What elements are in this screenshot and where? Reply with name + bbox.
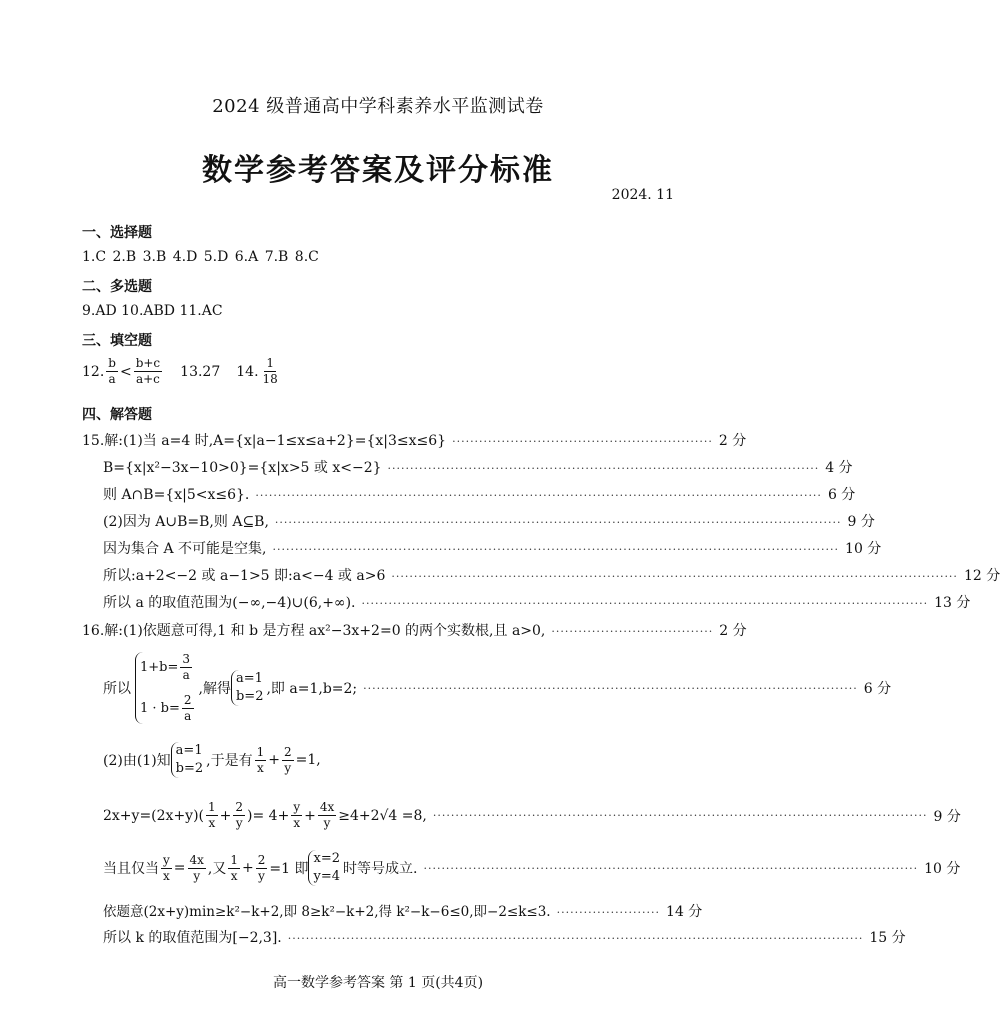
section-multi: 二、多选题 — [82, 279, 152, 295]
q16-system-3: a=1 b=2 — [171, 742, 204, 778]
q16-line-3: (2)由(1)知 a=1 b=2 ,于是有 $\frac{1}{x}$ + $\frac{2}{y}$ =1, — [103, 743, 321, 776]
q16-line-2: 所以 1+b= $\frac{3}{a}$ 1 · b= $\frac{2}{a}$ ,解得 a=1 b=2 ,即 a=1,b=2; ·············································································································· 6 分 — [103, 652, 892, 723]
q16-line-1: 16.解:(1)依题意可得,1 和 b 是方程 ax²−3x+2=0 的两个实数根,且 a>0, ···································· 2 分 — [82, 623, 747, 639]
q14-label: 14. — [236, 363, 259, 380]
q15-line-2: B={x|x²−3x−10>0}={x|x>5 或 x<−2} ································································································ 4 分 — [103, 460, 853, 476]
q14-fraction: $\frac{1}{18}$ — [262, 356, 278, 386]
choice-answers: 1.C 2.B 3.B 4.D 5.D 6.A 7.B 8.C — [82, 249, 319, 265]
page-footer: 高一数学参考答案 第 1 页(共4页) — [272, 975, 484, 991]
q12-fraction-2: $\frac{b+c}{a+c}$ — [135, 356, 161, 386]
q12-fraction-1: $\frac{b}{a}$ — [108, 356, 116, 386]
q15-line-6: 所以:a+2<−2 或 a−1>5 即:a<−4 或 a>6 ······························································································································ 12 分 — [103, 568, 1000, 584]
q12-label: 12. — [82, 363, 105, 380]
q16-line-6: 依题意(2x+y)min≥k²−k+2,即 8≥k²−k+2,得 k²−k−6≤0,即−2≤k≤3. ······················· 14 分 — [103, 904, 703, 920]
q16-system-1: 1+b= $\frac{3}{a}$ 1 · b= $\frac{2}{a}$ — [135, 652, 196, 724]
q15-line-7: 所以 a 的取值范围为(−∞,−4)∪(6,+∞). ······························································································································ 13 分 — [103, 595, 971, 611]
q16-line-7: 所以 k 的取值范围为[−2,3]. ································································································································ 15 分 — [103, 930, 906, 946]
q16-system-4: x=2 y=4 — [308, 850, 340, 886]
q16-line-5: 当且仅当 $\frac{y}{x}$ = $\frac{4x}{y}$ ,又 $\frac{1}{x}$ + $\frac{2}{y}$ =1 即 x=2 y=4 时等号成立. ·············································································································· 10 分 — [103, 851, 961, 884]
q15-line-3: 则 A∩B={x|5<x≤6}. ······························································································································ 6 分 — [103, 487, 856, 503]
q12-less-than: < — [119, 363, 132, 380]
q13-answer: 13.27 — [180, 363, 221, 380]
q15-line-1: 15.解:(1)当 a=4 时,A={x|a−1≤x≤a+2}={x|3≤x≤6} ·························································· 2 分 — [82, 433, 747, 449]
section-fill: 三、填空题 — [82, 333, 152, 349]
q15-line-4: (2)因为 A∪B=B,则 A⊆B, ······························································································································ 9 分 — [103, 514, 875, 530]
q16-system-2: a=1 b=2 — [231, 670, 264, 706]
multi-answers: 9.AD 10.ABD 11.AC — [82, 303, 223, 319]
section-solve: 四、解答题 — [82, 407, 152, 423]
doc-date: 2024. 11 — [611, 187, 674, 203]
doc-title: 2024 级普通高中学科素养水平监测试卷 — [212, 96, 544, 117]
q15-line-5: 因为集合 A 不可能是空集, ······························································································································ 10 分 — [103, 541, 882, 557]
doc-subtitle: 数学参考答案及评分标准 — [202, 153, 554, 188]
fill-answers — [82, 356, 282, 387]
section-choice: 一、选择题 — [82, 225, 152, 241]
q16-line-4: 2x+y=(2x+y)( $\frac{1}{x}$ + $\frac{2}{y}$ )= 4+ $\frac{y}{x}$ + $\frac{4x}{y}$ ≥4+2√4 =8, ·············································································································· 9 分 — [103, 800, 961, 830]
